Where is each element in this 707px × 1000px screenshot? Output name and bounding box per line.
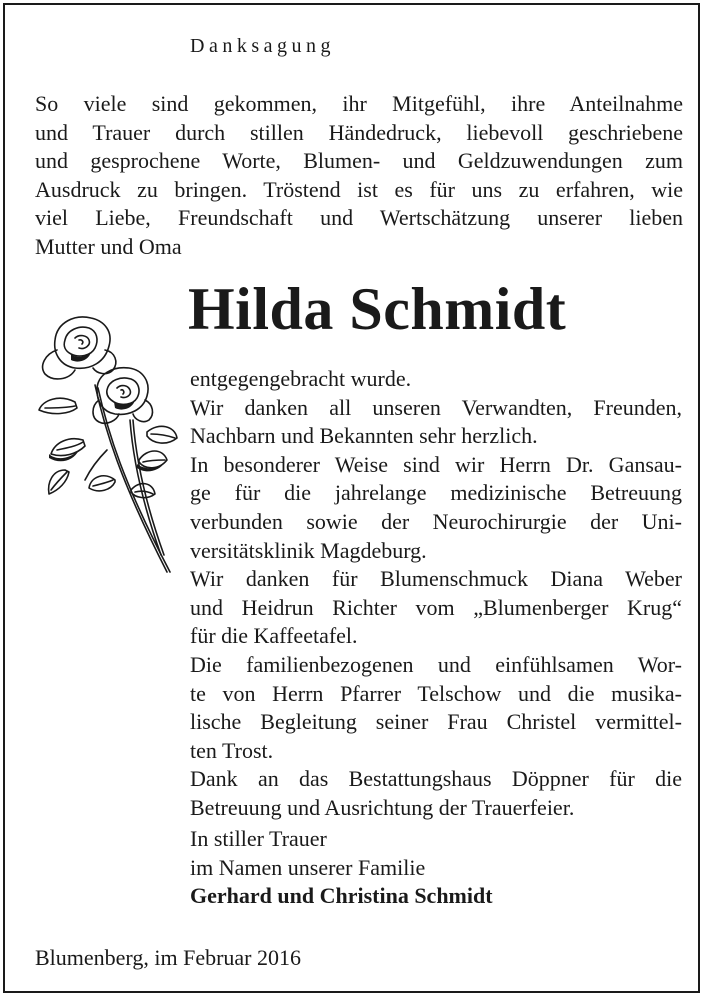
closing-block [190, 825, 682, 911]
body-line: verbunden sowie der Neurochirurgie der Uni- [190, 508, 682, 534]
intro-line: und gesprochene Worte, Blumen- und Geldzuwendungen zum [35, 148, 683, 173]
body-line: Nachbarn und Bekannten sehr herzlich. [190, 423, 538, 449]
body-line: versitätsklinik Magdeburg. [190, 537, 427, 563]
body-line: ten Trost. [190, 737, 274, 763]
body-line: te von Herrn Pfarrer Telschow und die musika- [190, 680, 682, 706]
place-date: Blumenberg, im Februar 2016 [35, 945, 301, 970]
intro-line: Ausdruck zu bringen. Tröstend ist es für uns zu erfahren, wie [35, 176, 683, 202]
body-line: In besonderer Weise sind wir Herrn Dr. Gansau- [190, 451, 682, 477]
signers: Gerhard und Christina Schmidt [190, 883, 493, 909]
rose-icon [35, 310, 180, 585]
body-line: ge für die jahrelange medizinische Betreuung [190, 480, 682, 506]
notice-frame [3, 3, 700, 993]
intro-paragraph [35, 90, 683, 261]
body-line: entgegengebracht wurde. [190, 366, 412, 391]
body-line: Dank an das Bestattungshaus Döppner für die [190, 766, 682, 792]
closing-line: In stiller Trauer [190, 826, 327, 851]
body-line: und Heidrun Richter vom „Blumenberger Krug“ [190, 594, 682, 620]
body-line: für die Kaffeetafel. [190, 623, 358, 649]
notice-heading: Danksagung [190, 35, 335, 57]
intro-line: Mutter und Oma [35, 233, 182, 259]
body-line: lische Begleitung seiner Frau Christel vermittel- [190, 709, 682, 735]
intro-line: viel Liebe, Freundschaft und Wertschätzung unserer lieben [35, 205, 683, 230]
closing-line: im Namen unserer Familie [190, 854, 426, 880]
body-line: Die familienbezogenen und einfühlsamen Wor- [190, 651, 682, 677]
body-line: Wir danken für Blumenschmuck Diana Weber [190, 566, 682, 592]
deceased-name: Hilda Schmidt [188, 276, 567, 342]
body-line: Betreuung und Ausrichtung der Trauerfeier. [190, 794, 575, 820]
intro-line: So viele sind gekommen, ihr Mitgefühl, ihre Anteilnahme [35, 91, 683, 116]
body-line: Wir danken all unseren Verwandten, Freunden, [190, 394, 682, 420]
intro-line: und Trauer durch stillen Händedruck, liebevoll geschriebene [35, 119, 683, 145]
body-paragraph [190, 365, 682, 823]
